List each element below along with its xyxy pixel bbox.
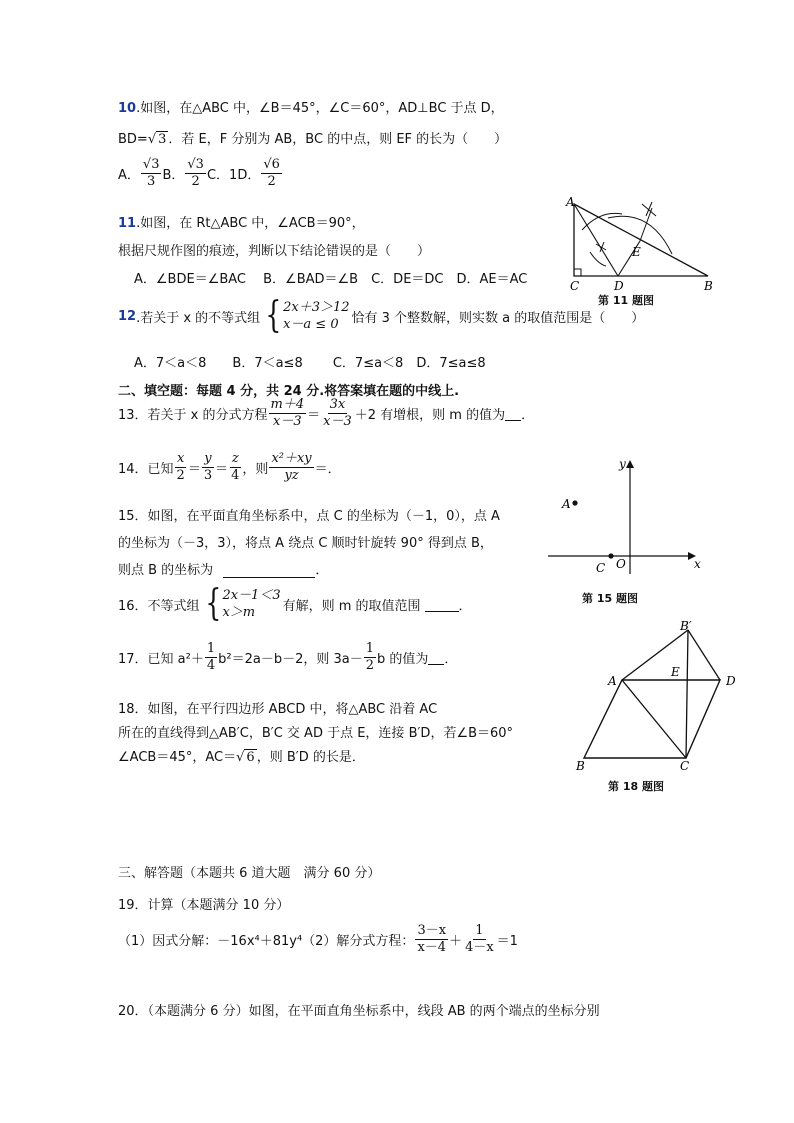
q11-line2: 根据尺规作图的痕迹，判断以下结论错误的是（ ） (118, 244, 431, 259)
q12-stem: .若关于 x 的不等式组 (136, 310, 261, 326)
section-3-title: 三、解答题（本题共 6 道大题 满分 60 分） (118, 866, 381, 881)
q15-line3: 则点 B 的坐标为 ． (118, 563, 329, 578)
q17-stem-3: b 的值为 (377, 651, 429, 667)
q10-option-c: C．1 (206, 167, 238, 183)
q19-fraction-2: $\frac{1}{4-x}$ (465, 923, 494, 955)
q18-label-a: A (608, 674, 617, 688)
q10-option-d-label: D． (237, 167, 261, 183)
q20-line: 20．（本题满分 6 分）如图，在平面直角坐标系中，线段 AB 的两个端点的坐标分别 (118, 1004, 600, 1019)
q18-sqrt6: √ 6 (236, 750, 255, 765)
q15-label-x: x (694, 557, 701, 571)
q15-label-a: A (562, 497, 571, 511)
q18-label-e: E (671, 665, 680, 679)
q16-inequality-system: { 2x－1＜3 x＞m (204, 583, 281, 624)
q10-stem-2: ．若 E，F 分别为 AB，BC 的中点，则 EF 的长为（ ） (168, 132, 508, 147)
q11-stem: .如图，在 Rt△ABC 中，∠ACB＝90°， (136, 216, 365, 231)
q18-parallelogram-figure (570, 616, 750, 776)
q11-options: A．∠BDE＝∠BAC B．∠BAD＝∠B C．DE＝DC D．AE＝AC (134, 272, 528, 287)
q18-parallelogram (584, 680, 720, 758)
q10-options (118, 158, 283, 188)
q18-label-d: D (726, 674, 736, 688)
q15-caption: 第 15 题图 (582, 592, 638, 605)
q12-options: A．7＜a＜8 B．7＜a≤8 C．7≤a＜8 D．7≤a≤8 (134, 356, 486, 371)
q13-stem: 13．若关于 x 的分式方程 (118, 407, 268, 423)
q15-label-o: O (616, 557, 626, 571)
q11-arc-3 (590, 252, 606, 266)
q11-number: 11 (118, 216, 137, 231)
q14-fraction-target: $\frac{\text{x²＋xy}}{yz}$ (271, 451, 312, 483)
q17-stem: 17．已知 a²＋ (118, 651, 204, 667)
q18-label-b-prime: B′ (680, 619, 692, 633)
q15-y-arrow (626, 460, 634, 468)
q19-line: （1）因式分解：－16x⁴＋81y⁴（2）解分式方程： $\frac{3-x}{x-4}$ ＋ $\frac{1}{4-x}$ ＝1 (118, 923, 518, 955)
q13-fraction-1: $\frac{m+4}{x-3}$ (270, 397, 305, 429)
q10-option-b-label: B． (162, 167, 185, 183)
q10-option-b-value: $\frac{√3}{2}$ (187, 157, 204, 189)
q15-line1: 15．如图，在平面直角坐标系中，点 C 的坐标为（－1，0），点 A (118, 509, 500, 524)
q15-answer-blank[interactable] (223, 563, 315, 578)
q11-label-d: D (614, 279, 624, 293)
q15-line2: 的坐标为（－3，3），将点 A 绕点 C 顺时针旋转 90° 得到点 B， (118, 536, 493, 551)
q12-stem-2: 恰有 3 个整数解，则实数 a 的取值范围是（ ） (351, 310, 645, 326)
q14-stem: 14．已知 (118, 461, 174, 477)
q18-label-c: C (680, 759, 690, 773)
q17-line: 17．已知 a²＋ $\frac{1}{4}$ b²＝2a－b－2，则 3a－ $\frac{1}{2}$ b 的值为 ． (118, 641, 458, 673)
q16-stem-2: 有解，则 m 的取值范围 (282, 598, 421, 614)
q16-answer-blank[interactable] (425, 597, 459, 612)
q11-segment-ad (574, 204, 618, 276)
q13-answer-blank[interactable] (505, 406, 521, 421)
q19-fraction-1: $\frac{3-x}{x-4}$ (417, 923, 447, 955)
q17-fraction-half: $\frac{1}{2}$ (365, 641, 375, 673)
q11-line1 (118, 212, 365, 231)
q17-stem-2: b²＝2a－b－2，则 3a－ (218, 651, 363, 667)
q10-bd-label: BD= (118, 132, 148, 147)
q11-bisector-trace (640, 208, 652, 241)
q10-line2 (118, 128, 507, 147)
q11-cross-mark-1 (642, 202, 656, 216)
q11-figure (560, 194, 720, 306)
q15-point-c (608, 553, 613, 558)
q14-fraction-x: $\frac{x}{2}$ (176, 451, 185, 483)
q18-diagonal-ac (622, 680, 686, 758)
q12-inequality-system: { 2x＋3＞12 x－a ≤ 0 (265, 295, 350, 336)
q18-line3: ∠ACB＝45°，AC＝√ 6 ，则 B′D 的长是． (118, 750, 365, 765)
q10-sqrt3: √ 3 (147, 132, 167, 147)
q16-line: 16．不等式组 { 2x－1＜3 x＞m 有解，则 m 的取值范围 ． (118, 583, 472, 624)
q19-parts: （1）因式分解：－16x⁴＋81y⁴（2）解分式方程： (118, 933, 415, 949)
q18-line2: 所在的直线得到△AB′C，B′C 交 AD 于点 E，连接 B′D，若∠B＝60° (118, 726, 514, 741)
q12-number: 12 (118, 308, 137, 324)
q14-line: 14．已知 $\frac{x}{2}$ ＝ $\frac{y}{3}$ ＝ $\frac{z}{4}$ ，则 $\frac{\text{x²＋xy}}{yz}$ ＝． (118, 451, 341, 483)
q14-fraction-y: $\frac{y}{3}$ (203, 451, 213, 483)
q15-label-y: y (619, 457, 626, 471)
q11-label-c: C (570, 279, 580, 293)
q11-label-e: E (632, 245, 641, 259)
q15-point-a (572, 500, 577, 505)
q18-segment-b-prime-c (686, 630, 688, 758)
q12-line (118, 295, 645, 336)
q11-right-angle-mark (574, 269, 581, 276)
q13-line: 13．若关于 x 的分式方程 $\frac{m+4}{x-3}$ ＝ $\frac{3x}{x-3}$ ＋2 有增根，则 m 的值为 ． (118, 397, 535, 429)
q10-line1 (118, 97, 504, 116)
q11-label-b: B (704, 279, 713, 293)
q10-option-a-label: A． (118, 167, 140, 183)
q11-label-a: A (566, 195, 575, 209)
q10-number: 10 (118, 101, 137, 116)
q13-fraction-2: $\frac{3x}{x-3}$ (323, 397, 352, 429)
q19-title: 19．计算（本题满分 10 分） (118, 898, 290, 913)
q18-line1: 18．如图，在平行四边形 ABCD 中，将△ABC 沿着 AC (118, 702, 438, 717)
section-2-title: 二、填空题：每题 4 分，共 24 分.将答案填在题的中线上. (118, 384, 460, 399)
q18-caption: 第 18 题图 (608, 780, 664, 793)
q15-coordinate-figure (544, 450, 714, 582)
q11-triangle (574, 204, 708, 276)
q14-fraction-z: $\frac{z}{4}$ (231, 451, 240, 483)
q17-answer-blank[interactable] (428, 650, 444, 665)
q15-label-c: C (596, 561, 606, 575)
q18-segment-b-prime-d (688, 630, 720, 680)
q10-stem: .如图，在△ABC 中，∠B＝45°，∠C＝60°，AD⊥BC 于点 D， (136, 101, 504, 116)
q10-option-a-value: $\frac{√3}{3}$ (142, 157, 160, 189)
q13-stem-2: ＋2 有增根，则 m 的值为 (354, 407, 506, 423)
q18-label-b: B (576, 759, 585, 773)
q10-option-d-value: $\frac{√6}{2}$ (263, 157, 280, 189)
q17-fraction-quarter: $\frac{1}{4}$ (206, 641, 216, 673)
q11-caption: 第 11 题图 (598, 294, 654, 307)
q16-stem: 16．不等式组 (118, 598, 200, 614)
